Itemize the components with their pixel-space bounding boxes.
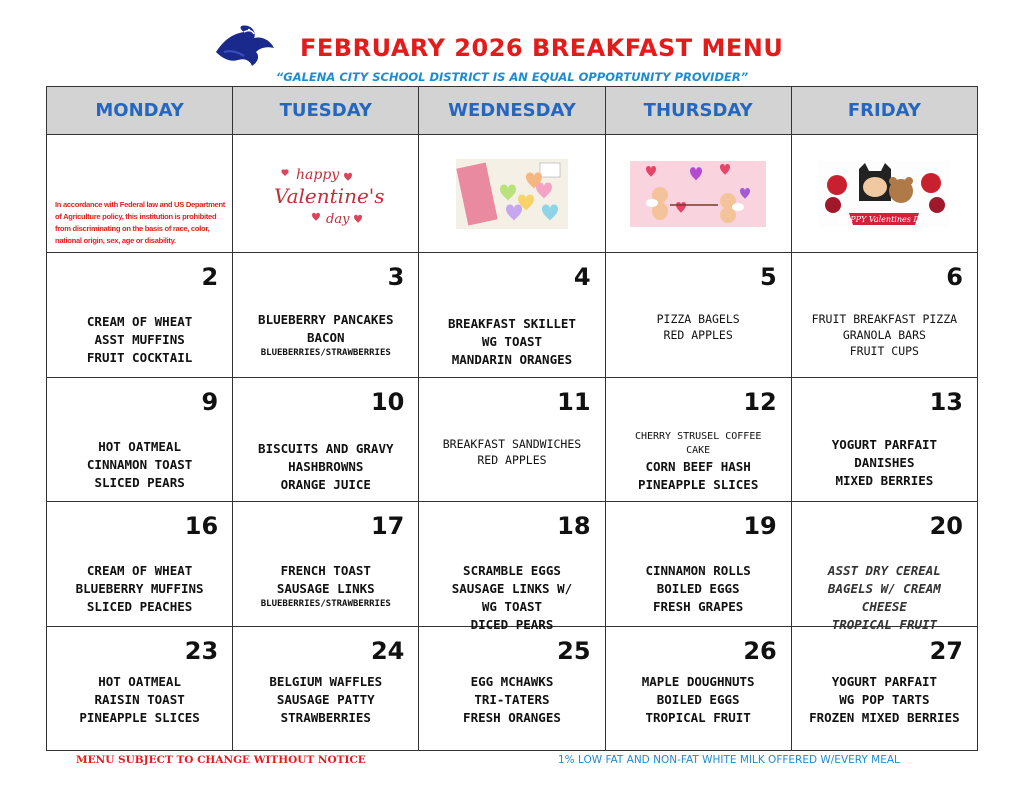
day-cell: [233, 253, 419, 377]
day-cell: [419, 377, 605, 501]
weekday-header: WEDNESDAY: [419, 87, 605, 135]
menu-item: BLUEBERRY PANCAKES: [258, 312, 394, 328]
day-number: 13: [929, 387, 963, 416]
menu-item: GRANOLA BARS: [842, 328, 926, 343]
nondiscrimination-notice: In accordance with Federal law and US Department of Agriculture policy, this institution is prohibited from discriminating on the basis of race, color, national origin, sex, age or disability.: [55, 200, 226, 246]
menu-item: CORN BEEF HASH: [645, 458, 751, 474]
menu-item: ORANGE JUICE: [280, 476, 371, 492]
day-cell: [419, 253, 605, 377]
menu-item: MIXED BERRIES: [835, 472, 934, 488]
day-number: 25: [557, 636, 591, 665]
menu-item: YOGURT PARFAIT: [831, 436, 938, 452]
valentine-text-2: Valentine's: [273, 183, 385, 208]
menu-item: STRAWBERRIES: [280, 709, 371, 725]
batman-valentine-graphic: [819, 161, 949, 227]
menu-item: WG TOAST: [481, 334, 543, 350]
menu-item: FRUIT COCKTAIL: [86, 350, 193, 366]
weekday-header-row: [47, 87, 978, 135]
menu-item: SCRAMBLE EGGS: [463, 563, 561, 579]
day-number: 19: [743, 512, 777, 541]
week-row: [47, 377, 978, 501]
week-row: [47, 626, 978, 750]
day-number: 20: [929, 512, 963, 541]
menu-item-small: CAKE: [686, 444, 711, 456]
menu-item-small: BLUEBERRIES/STRAWBERRIES: [260, 348, 391, 359]
valentine-graphic-cell: [233, 135, 419, 253]
candy-hearts-graphic-cell: [419, 135, 605, 253]
day-cell: [605, 377, 791, 501]
footer-notice-right: 1% LOW FAT AND NON-FAT WHITE MILK OFFERED W/EVERY MEAL: [558, 754, 900, 766]
menu-item: SLICED PEARS: [94, 474, 185, 490]
menu-item: BOILED EGGS: [656, 581, 740, 597]
day-number: 9: [201, 387, 219, 416]
happy-valentines-graphic: [266, 159, 386, 229]
day-cell: [47, 377, 233, 501]
day-number: 26: [743, 636, 777, 665]
menu-item: DICED PEARS: [470, 617, 554, 633]
batman-valentine-graphic-cell: [791, 135, 977, 253]
menu-item: ASST MUFFINS: [94, 332, 185, 348]
day-number: 17: [370, 512, 405, 541]
menu-item: PINEAPPLE SLICES: [637, 476, 759, 492]
day-cell: [419, 626, 605, 750]
day-number: 3: [387, 263, 405, 292]
menu-item: BREAKFAST SANDWICHES: [442, 436, 582, 451]
day-number: 27: [929, 636, 963, 665]
day-number: 16: [184, 512, 219, 541]
day-cell: [233, 626, 419, 750]
day-number: 23: [184, 636, 219, 665]
weekday-header: FRIDAY: [791, 87, 977, 135]
day-number: 11: [557, 387, 591, 416]
menu-item: SLICED PEACHES: [86, 599, 193, 615]
menu-item: YOGURT PARFAIT: [831, 673, 938, 689]
day-cell: [419, 502, 605, 633]
day-cell: [47, 502, 233, 626]
calendar-table: [46, 86, 978, 751]
menu-item: FRUIT CUPS: [849, 344, 919, 359]
menu-item: RED APPLES: [477, 452, 547, 467]
day-number: 18: [557, 512, 591, 541]
menu-item: FROZEN MIXED BERRIES: [809, 709, 960, 725]
day-cell: [791, 626, 977, 750]
batman-banner-text: HAPPY Valentines DAY: [837, 214, 931, 224]
day-number: 10: [370, 387, 405, 416]
menu-item: DANISHES: [854, 454, 915, 470]
day-cell: [791, 253, 977, 377]
day-cell: [233, 502, 419, 626]
menu-item: CHEESE: [861, 599, 907, 615]
menu-item: EGG MCHAWKS: [470, 673, 554, 689]
menu-item: SAUSAGE LINKS W/: [451, 581, 573, 597]
day-cell: [605, 253, 791, 377]
valentine-text-1: happy: [295, 166, 339, 183]
page-subtitle: “GALENA CITY SCHOOL DISTRICT IS AN EQUAL OPPORTUNITY PROVIDER”: [275, 70, 749, 84]
day-cell: [791, 377, 977, 501]
weekday-header: THURSDAY: [605, 87, 791, 135]
menu-item: FRUIT BREAKFAST PIZZA: [811, 312, 958, 327]
menu-item: CINNAMON ROLLS: [645, 563, 751, 579]
valentine-text-3: day: [325, 211, 350, 227]
day-cell: [791, 502, 977, 633]
menu-item: MAPLE DOUGHNUTS: [641, 673, 755, 689]
menu-item: RAISIN TOAST: [94, 691, 185, 707]
week-row: [47, 502, 978, 626]
page-title: FEBRUARY 2026 BREAKFAST MENU: [300, 34, 784, 62]
menu-item: BELGIUM WAFFLES: [269, 673, 383, 689]
menu-item: BREAKFAST SKILLET: [448, 316, 576, 332]
menu-item: SAUSAGE PATTY: [276, 691, 375, 707]
day-number: 24: [370, 636, 405, 665]
menu-item: CREAM OF WHEAT: [86, 563, 193, 579]
menu-item: FRESH GRAPES: [653, 599, 744, 615]
menu-item: ASST DRY CEREAL: [827, 563, 941, 579]
menu-item: BACON: [306, 330, 345, 346]
week-row: [47, 253, 978, 377]
menu-item: RED APPLES: [663, 328, 733, 343]
menu-item: CINNAMON TOAST: [86, 456, 193, 472]
menu-item: HOT OATMEAL: [98, 673, 181, 689]
day-cell: [233, 377, 419, 501]
menu-item: BOILED EGGS: [656, 691, 740, 707]
footer-notice-left: MENU SUBJECT TO CHANGE WITHOUT NOTICE: [76, 754, 366, 766]
day-number: 12: [743, 387, 777, 416]
menu-item: WG POP TARTS: [839, 691, 930, 707]
day-number: 2: [201, 263, 219, 292]
menu-item: TROPICAL FRUIT: [645, 709, 751, 725]
weekday-header: MONDAY: [47, 87, 233, 135]
menu-item: MANDARIN ORANGES: [451, 352, 573, 368]
menu-item: PINEAPPLE SLICES: [79, 709, 200, 725]
menu-item-small: CHERRY STRUSEL COFFEE: [634, 430, 762, 442]
day-number: 6: [946, 263, 963, 292]
image-row: [47, 135, 978, 253]
menu-item: WG TOAST: [481, 599, 543, 615]
menu-item: SAUSAGE LINKS: [276, 581, 375, 597]
day-cell: [47, 253, 233, 377]
menu-item: FRESH ORANGES: [463, 709, 561, 725]
day-number: 4: [573, 263, 591, 292]
menu-item: BLUEBERRY MUFFINS: [75, 581, 204, 597]
menu-item-small: BLUEBERRIES/STRAWBERRIES: [260, 599, 391, 610]
menu-item: HASHBROWNS: [288, 458, 364, 474]
eagle-icon: [214, 22, 276, 68]
day-cell: [605, 626, 791, 750]
menu-item: BISCUITS AND GRAVY: [258, 440, 394, 456]
cupid-graphic-cell: [605, 135, 791, 253]
menu-item: HOT OATMEAL: [98, 438, 181, 454]
weekday-header: TUESDAY: [233, 87, 419, 135]
menu-item: TROPICAL FRUIT: [831, 617, 938, 633]
cupid-graphic: [630, 161, 766, 227]
menu-item: BAGELS W/ CREAM: [827, 581, 941, 597]
day-cell: [605, 502, 791, 626]
day-number: 5: [760, 263, 777, 292]
day-cell: [47, 626, 233, 750]
menu-item: PIZZA BAGELS: [656, 312, 740, 327]
menu-item: FRENCH TOAST: [280, 563, 371, 579]
menu-item: CREAM OF WHEAT: [86, 314, 193, 330]
menu-item: TRI-TATERS: [474, 691, 550, 707]
nondiscrimination-cell: [47, 135, 233, 253]
candy-hearts-graphic: [456, 159, 568, 229]
